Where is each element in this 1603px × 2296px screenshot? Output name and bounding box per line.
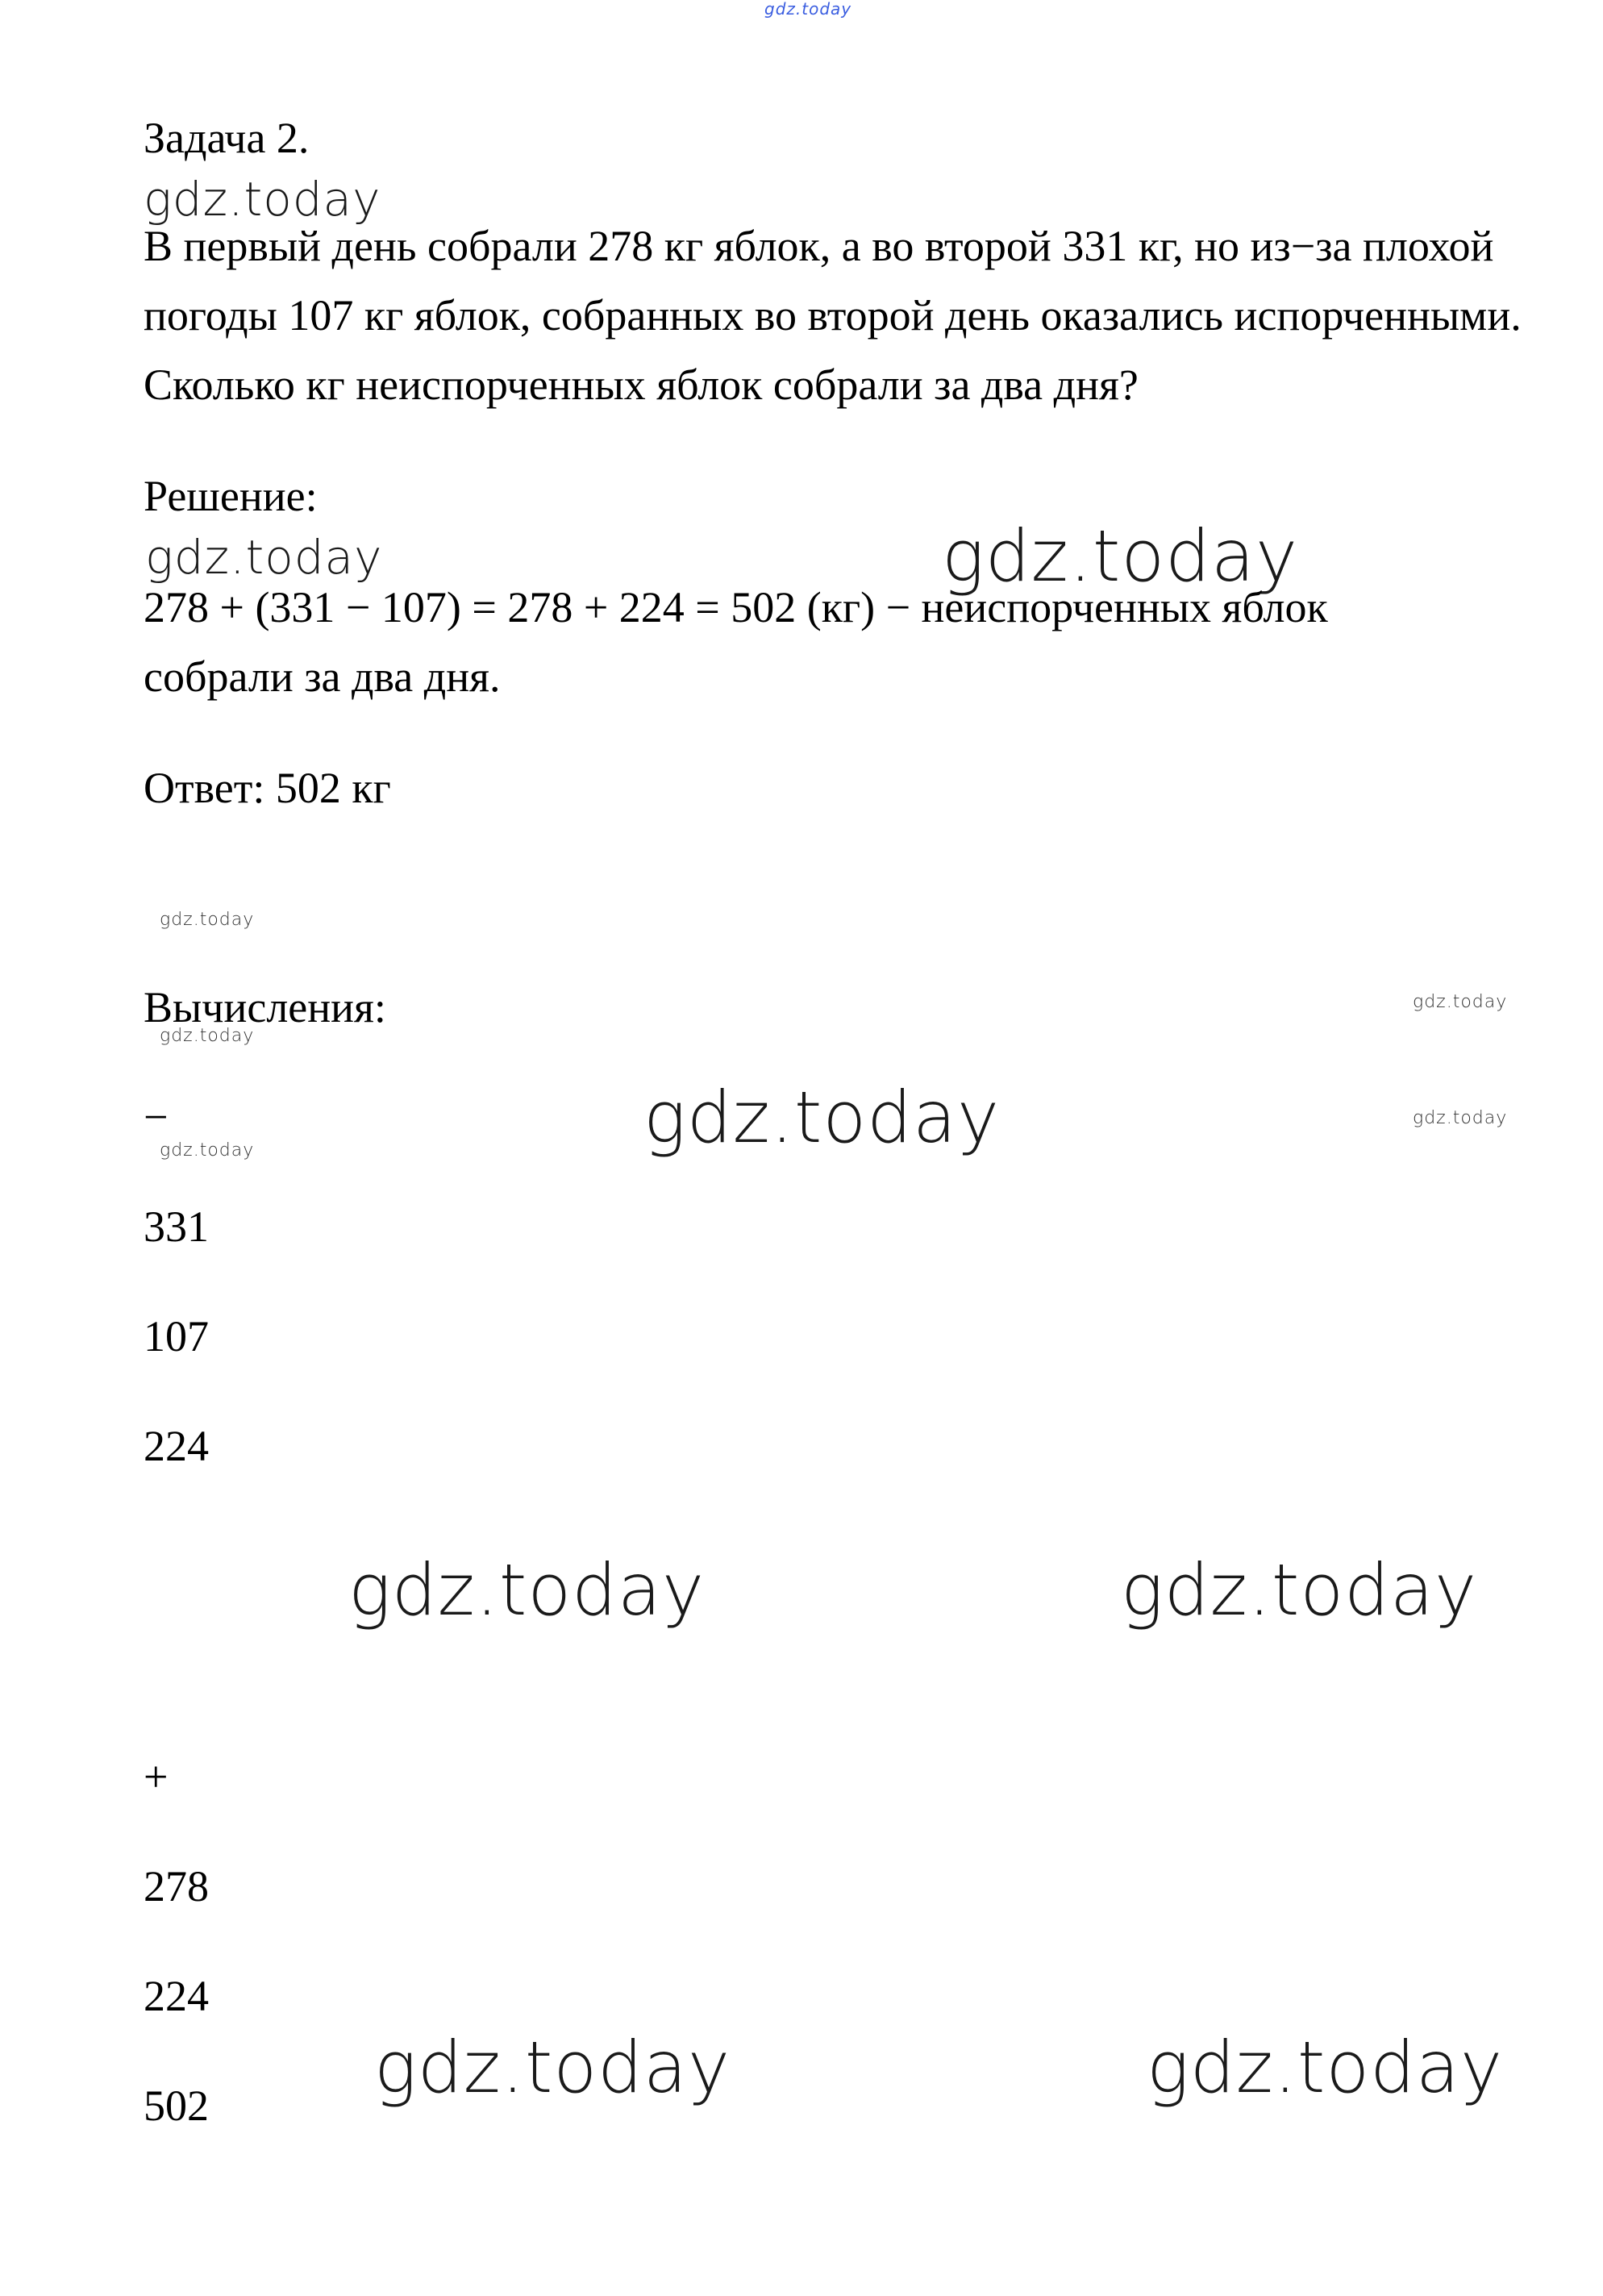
calc-minus-sign: − bbox=[144, 1093, 169, 1141]
calc-addend-2: 224 bbox=[144, 1972, 209, 2020]
calc-sum: 502 bbox=[144, 2081, 209, 2130]
watermark: gdz.today bbox=[145, 530, 383, 585]
calc-difference: 224 bbox=[144, 1422, 209, 1470]
watermark-small: gdz.today bbox=[1413, 1108, 1508, 1128]
solution-text: 278 + (331 − 107) = 278 + 224 = 502 (кг) − неиспорченных яблок собрали за два дня. bbox=[144, 583, 1328, 701]
calc-subtrahend: 107 bbox=[144, 1312, 209, 1361]
answer: Ответ: 502 кг bbox=[144, 764, 391, 812]
watermark: gdz.today bbox=[643, 1076, 1001, 1159]
task-title: Задача 2. bbox=[144, 114, 310, 162]
watermark-small: gdz.today bbox=[160, 910, 255, 930]
watermark: gdz.today bbox=[348, 1548, 706, 1631]
watermark: gdz.today bbox=[942, 515, 1299, 598]
watermark-small: gdz.today bbox=[1413, 992, 1508, 1012]
calc-addend-1: 278 bbox=[144, 1862, 209, 1911]
watermark: gdz.today bbox=[1147, 2026, 1504, 2109]
watermark-top: gdz.today bbox=[764, 0, 852, 19]
watermark-small: gdz.today bbox=[160, 1140, 255, 1161]
watermark: gdz.today bbox=[1121, 1548, 1478, 1631]
problem-text: В первый день собрали 278 кг яблок, а во второй 331 кг, но из−за плохой погоды 107 кг яблок, собранных во второй день оказались испорченными. Сколько кг неиспорченных яблок собрали за два дня? bbox=[144, 222, 1522, 409]
watermark: gdz.today bbox=[144, 172, 381, 227]
calc-minuend: 331 bbox=[144, 1202, 209, 1251]
solution-label: Решение: bbox=[144, 472, 318, 520]
calc-plus-sign: + bbox=[144, 1752, 169, 1801]
watermark: gdz.today bbox=[374, 2026, 731, 2109]
calculations-label: Вычисления: bbox=[144, 983, 386, 1031]
watermark-small: gdz.today bbox=[160, 1026, 255, 1046]
